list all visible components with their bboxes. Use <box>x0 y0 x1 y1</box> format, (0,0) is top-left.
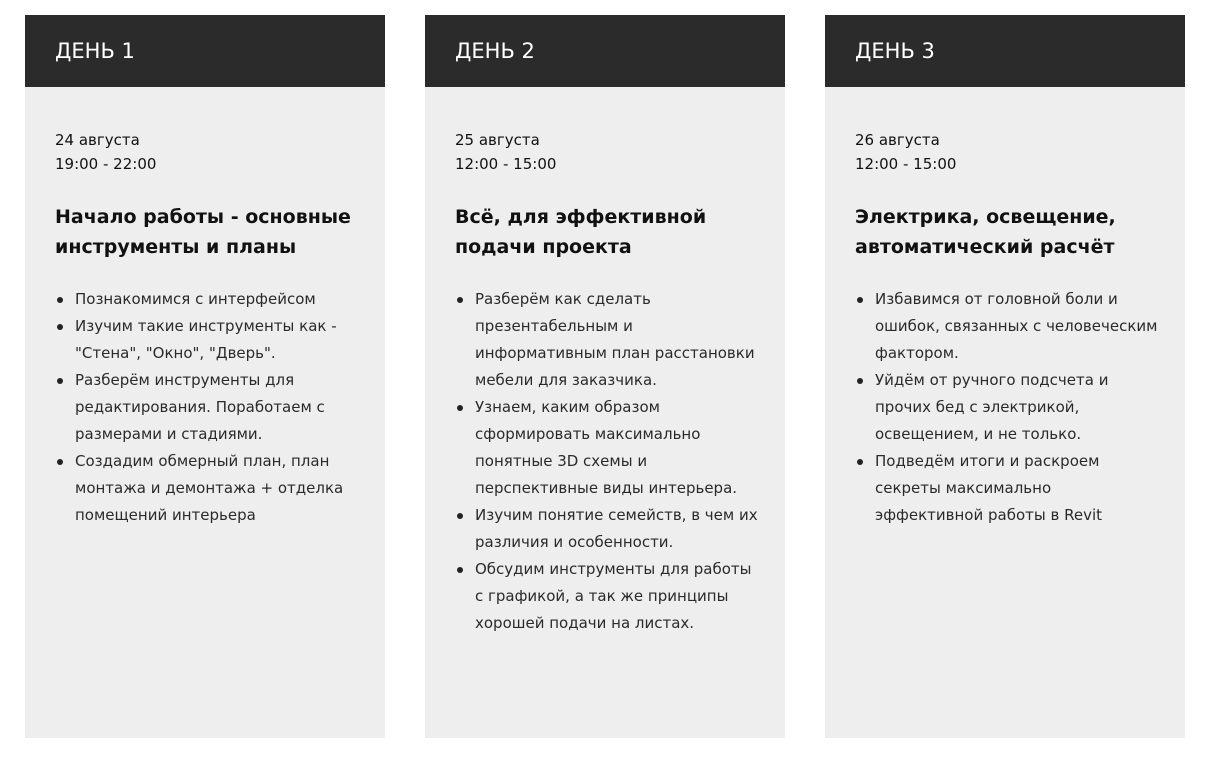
bullet-icon <box>857 459 863 465</box>
day-topic-line: Электрика, освещение, <box>855 206 1116 228</box>
bullet-icon <box>57 297 63 303</box>
point-text: Уйдём от ручного подсчета и прочих бед с электрикой, освещением, и не только. <box>875 371 1109 443</box>
day-points-list <box>55 286 363 529</box>
bullet-icon <box>457 405 463 411</box>
day-topic-line: Начало работы - основные <box>55 206 351 228</box>
day-topic <box>455 202 763 262</box>
day-card-body <box>825 87 1185 529</box>
day-card-body <box>425 87 785 637</box>
day-date: 25 августа <box>455 131 540 149</box>
point-text: Создадим обмерный план, план монтажа и демонтажа + отделка помещений интерьера <box>75 452 344 524</box>
day-topic-line: инструменты и планы <box>55 236 297 258</box>
day-topic-line: Всё, для эффективной <box>455 206 707 228</box>
bullet-icon <box>57 378 63 384</box>
bullet-icon <box>457 297 463 303</box>
list-item <box>455 286 763 394</box>
day-title: ДЕНЬ 2 <box>455 39 535 63</box>
day-topic-line: автоматический расчёт <box>855 236 1115 258</box>
bullet-icon <box>57 459 63 465</box>
list-item <box>55 313 363 367</box>
list-item <box>55 448 363 529</box>
day-card-1 <box>25 15 385 738</box>
point-text: Обсудим инструменты для работы с графикой, а так же принципы хорошей подачи на листах. <box>475 560 752 632</box>
day-title: ДЕНЬ 3 <box>855 39 935 63</box>
day-title: ДЕНЬ 1 <box>55 39 135 63</box>
list-item <box>455 556 763 637</box>
day-time: 12:00 - 15:00 <box>855 155 957 173</box>
bullet-icon <box>857 378 863 384</box>
list-item <box>855 286 1163 367</box>
day-topic-line: подачи проекта <box>455 236 632 258</box>
day-topic <box>55 202 363 262</box>
list-item <box>855 367 1163 448</box>
point-text: Изучим понятие семейств, в чем их различия и особенности. <box>475 506 758 551</box>
point-text: Разберём как сделать презентабельным и информативным план расстановки мебели для заказчика. <box>475 290 755 389</box>
point-text: Изучим такие инструменты как - "Стена", "Окно", "Дверь". <box>75 317 337 362</box>
point-text: Разберём инструменты для редактирования. Поработаем с размерами и стадиями. <box>75 371 325 443</box>
bullet-icon <box>857 297 863 303</box>
list-item <box>455 394 763 502</box>
day-card-2 <box>425 15 785 738</box>
day-time: 12:00 - 15:00 <box>455 155 557 173</box>
list-item <box>455 502 763 556</box>
bullet-icon <box>457 567 463 573</box>
point-text: Познакомимся с интерфейсом <box>75 290 316 308</box>
day-date: 26 августа <box>855 131 940 149</box>
point-text: Избавимся от головной боли и ошибок, связанных с человеческим фактором. <box>875 290 1158 362</box>
day-time: 19:00 - 22:00 <box>55 155 157 173</box>
day-topic <box>855 202 1163 262</box>
bullet-icon <box>57 324 63 330</box>
day-points-list <box>455 286 763 637</box>
day-points-list <box>855 286 1163 529</box>
day-card-header <box>425 15 785 87</box>
day-card-header <box>825 15 1185 87</box>
day-date: 24 августа <box>55 131 140 149</box>
list-item <box>55 286 363 313</box>
list-item <box>55 367 363 448</box>
day-card-3 <box>825 15 1185 738</box>
day-card-header <box>25 15 385 87</box>
point-text: Узнаем, каким образом сформировать максимально понятные 3D схемы и перспективные виды интерьера. <box>475 398 738 497</box>
bullet-icon <box>457 513 463 519</box>
list-item <box>855 448 1163 529</box>
day-card-body <box>25 87 385 529</box>
point-text: Подведём итоги и раскроем секреты максимально эффективной работы в Revit <box>875 452 1102 524</box>
